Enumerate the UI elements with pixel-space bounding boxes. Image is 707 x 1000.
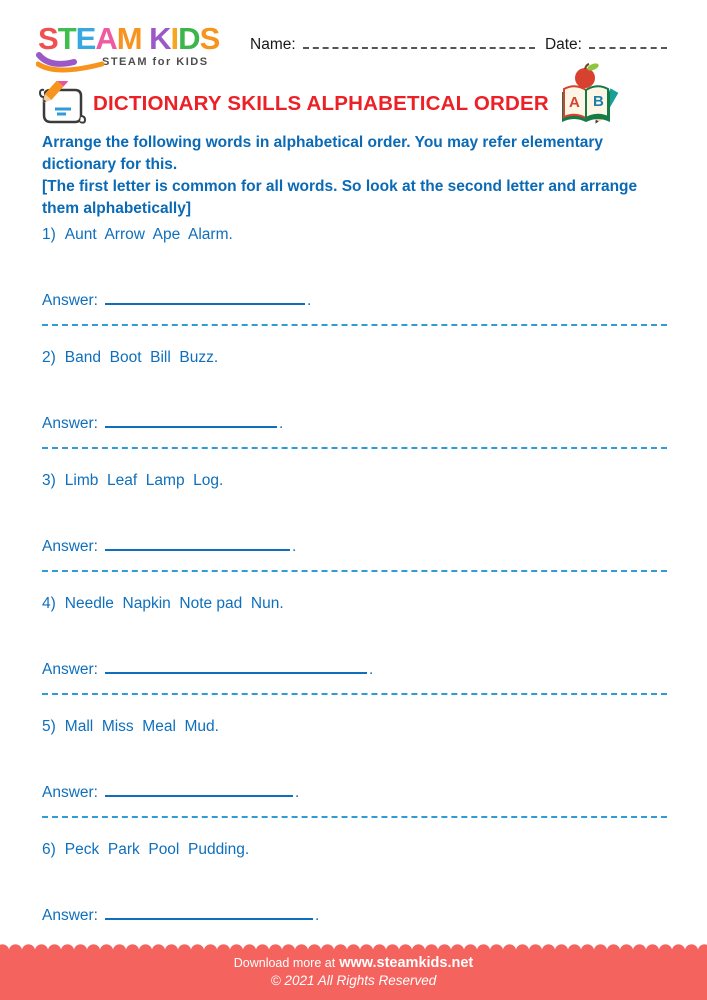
answer-blank-field[interactable]: [105, 292, 305, 305]
dashed-separator: [42, 324, 667, 326]
question-block: [42, 472, 667, 572]
dashed-separator: [42, 570, 667, 572]
svg-text:A: A: [568, 94, 580, 111]
answer-period: .: [279, 415, 284, 432]
answer-label: Answer:: [42, 784, 98, 801]
name-input-line[interactable]: [303, 36, 535, 49]
questions-list: [42, 226, 667, 952]
name-label: Name:: [250, 36, 296, 53]
answer-blank-field[interactable]: [105, 538, 290, 551]
copyright-text: © 2021 All Rights Reserved: [270, 973, 437, 988]
ab-book-icon: [557, 62, 619, 132]
question-number: 4): [42, 595, 56, 612]
question-words: Needle Napkin Note pad Nun.: [64, 595, 284, 612]
answer-period: .: [369, 661, 374, 678]
title-row: [35, 76, 677, 132]
answer-line: [42, 907, 667, 929]
instructions-line-1: Arrange the following words in alphabetical order. You may refer elementary dictionary for this.: [42, 134, 604, 173]
answer-period: .: [292, 538, 297, 555]
question-line: [42, 841, 667, 863]
answer-label: Answer:: [42, 415, 98, 432]
question-block: [42, 841, 667, 929]
scallop-border: [0, 943, 707, 951]
question-block: [42, 595, 667, 695]
dashed-separator: [42, 816, 667, 818]
svg-text:B: B: [592, 93, 604, 110]
answer-line: [42, 784, 667, 806]
question-words: Peck Park Pool Pudding.: [64, 841, 250, 858]
date-label: Date:: [544, 36, 582, 53]
question-block: [42, 226, 667, 326]
instructions-line-2: [The first letter is common for all words. So look at the second letter and arrange them alphabetically]: [42, 178, 638, 217]
answer-label: Answer:: [42, 907, 98, 924]
answer-period: .: [307, 292, 312, 309]
footer: [0, 943, 707, 1000]
download-line: [0, 955, 707, 971]
answer-period: .: [315, 907, 320, 924]
answer-line: [42, 292, 667, 314]
dashed-separator: [42, 693, 667, 695]
dashed-separator: [42, 447, 667, 449]
page-title: DICTIONARY SKILLS ALPHABETICAL ORDER: [93, 92, 549, 115]
answer-label: Answer:: [42, 538, 98, 555]
question-block: [42, 349, 667, 449]
question-words: Mall Miss Meal Mud.: [64, 718, 219, 735]
question-number: 1): [42, 226, 56, 243]
answer-line: [42, 538, 667, 560]
download-prefix: Download more at: [233, 956, 336, 970]
website-link[interactable]: www.steamkids.net: [339, 955, 474, 971]
question-line: [42, 349, 667, 371]
answer-blank-field[interactable]: [105, 784, 293, 797]
question-number: 2): [42, 349, 56, 366]
logo-swoosh-icon: [36, 52, 108, 74]
pencil-paper-icon: [35, 81, 87, 127]
logo-tagline: STEAM for KIDS: [102, 56, 209, 68]
answer-line: [42, 415, 667, 437]
question-line: [42, 595, 667, 617]
question-line: [42, 718, 667, 740]
question-number: 6): [42, 841, 56, 858]
logo-wordmark: STEAM KIDS: [38, 21, 220, 56]
answer-period: .: [295, 784, 300, 801]
answer-label: Answer:: [42, 292, 98, 309]
answer-blank-field[interactable]: [105, 661, 367, 674]
answer-label: Answer:: [42, 661, 98, 678]
question-block: [42, 718, 667, 818]
steam-kids-logo: [38, 21, 250, 68]
question-number: 3): [42, 472, 56, 489]
question-words: Aunt Arrow Ape Alarm.: [64, 226, 233, 243]
name-date-row: [250, 24, 667, 54]
answer-blank-field[interactable]: [105, 415, 277, 428]
date-input-line[interactable]: [589, 36, 667, 49]
question-words: Band Boot Bill Buzz.: [64, 349, 219, 366]
question-number: 5): [42, 718, 56, 735]
question-words: Limb Leaf Lamp Log.: [64, 472, 224, 489]
footer-band: [0, 951, 707, 1000]
answer-line: [42, 661, 667, 683]
answer-blank-field[interactable]: [105, 907, 313, 920]
question-line: [42, 226, 667, 248]
question-line: [42, 472, 667, 494]
instructions: [42, 132, 666, 220]
